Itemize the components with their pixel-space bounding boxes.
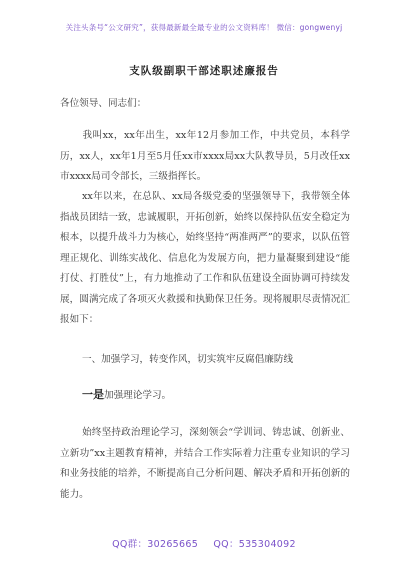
paragraph-1 xyxy=(60,126,350,188)
paragraph-1-text: 我叫xx，xx年出生，xx年12月参加工作，中共党员，本科学历，xx人，xx年1月至5月任xx市xxxx局xx大队教导员，5月改任xx市xxxx局司令部长，三级指挥长。 xyxy=(60,130,350,182)
sub-heading-text: 加强理论学习。 xyxy=(104,390,172,401)
document-title: 支队级副职干部述职述廉报告 xyxy=(129,65,279,77)
greeting: 各位领导、同志们： xyxy=(60,98,147,109)
paragraph-2 xyxy=(60,187,350,331)
paragraph-3 xyxy=(60,423,350,505)
sub-heading-lead: 一是 xyxy=(82,388,104,401)
paragraph-2-text: xx年以来，在总队、xx局各级党委的坚强领导下，我带领全体指战员团结一致，忠诚履职，开拓创新，始终以保持队伍安全稳定为根本，以提升战斗力为核心，始终坚持“两准两严”的要求，以队伍管理正规化、训练实战化、信息化为发展方向，把力量凝聚到建设“能打仗、打胜仗”上，有力地推动了工作和队伍建设全面协调可持续发展，圆满完成了各项灭火救援和执勤保卫任务。现将履职尽责情况汇报如下： xyxy=(60,191,350,325)
section-heading: 一、加强学习，转变作风，切实筑牢反腐倡廉防线 xyxy=(82,354,294,365)
footer-qq-group: QQ群：30265665 xyxy=(112,539,199,550)
header-note: 关注头条号“公文研究”，获得最新最全最专业的公文资料库！ 微信：gongwenyj xyxy=(65,23,343,32)
paragraph-3-text: 始终坚持政治理论学习，深刻领会“学训词、铸忠诚、创新业、立新功”xx主题教育精神，并结合工作实际着力注重专业知识的学习和业务技能的培养，不断提高自己分析问题、解决矛盾和开拓创新的能力。 xyxy=(60,427,350,500)
footer-qq-number: QQ：535304092 xyxy=(213,539,296,550)
sub-heading xyxy=(82,385,171,406)
footer-contact xyxy=(0,536,408,550)
